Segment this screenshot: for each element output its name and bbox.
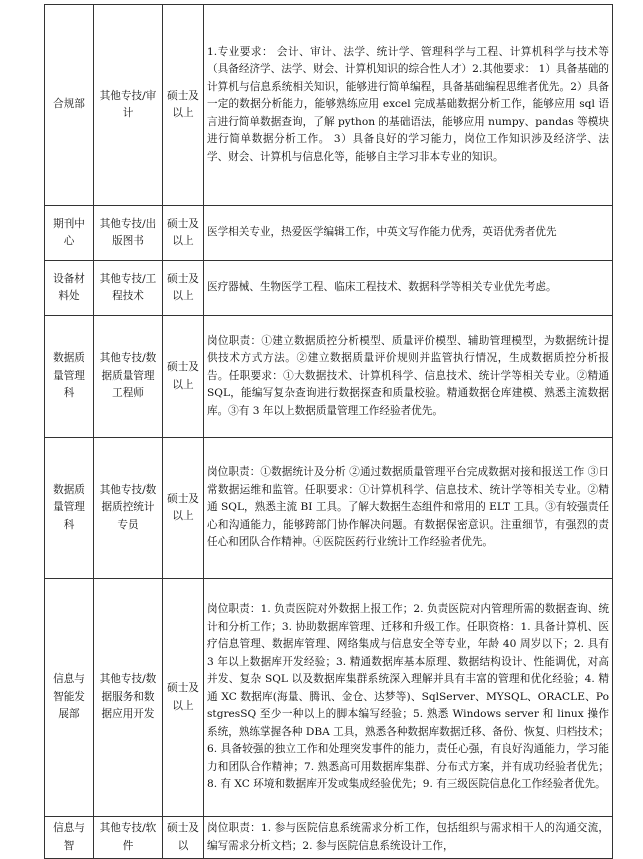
education-cell: 硕士及以上 [163, 316, 204, 438]
position-type-cell: 其他专技/数据质量管理工程师 [94, 316, 163, 438]
table-row [45, 5, 613, 206]
requirements-cell: 1.专业要求： 会计、审计、法学、统计学、管理科学与工程、计算机科学与技术等（具备经济学、法学、财会、计算机知识的综合性人才）2.其他要求： 1）具备基础的计算机与信息系统相关知识，能够进行简单编程，具备基础编程思维者优先。2）具备一定的数据分析能力，能够熟练应用 excel 完成基础数据分析工作，能够应用 sql 语言进行简单数据查询，了解 python 的基础语法，能够应用 numpy、pandas 等模块进行简单数据分析工作。 3）具备良好的学习能力，岗位工作知识涉及经济学、法学、财会、计算机与信息化等，能够自主学习非本专业的知识。 [204, 5, 613, 206]
table-row [45, 261, 613, 316]
education-cell: 硕士及以上 [163, 5, 204, 206]
requirements-cell: 岗位职责：①建立数据质控分析模型、质量评价模型、辅助管理模型，为数据统计提供技术方式方法。②建立数据质量评价规则并监管执行情况，生成数据质控分析报告。任职要求：①大数据技术、计算机科学、信息技术、统计学等相关专业。②精通 SQL，能编写复杂查询进行数据探查和质量校验。精通数据仓库建模、熟悉主流数据库。③有 3 年以上数据质量管理工作经验者优先。 [204, 316, 613, 438]
department-cell: 设备材料处 [45, 261, 94, 316]
requirements-cell: 岗位职责：1. 负责医院对外数据上报工作；2. 负责医院对内管理所需的数据查询、统计和分析工作；3. 协助数据库管理、迁移和升级工作。任职资格：1. 具备计算机、医疗信息管理、数据库管理、网络集成与信息安全等专业，年龄 40 周岁以下；2. 具有 3 年以上数据库开发经验；3. 精通数据库基本原理、数据结构设计、性能调优，对高并发、复杂 SQL 以及数据库集群系统深入理解并具有丰富的管理和优化经验；4. 精通 XC 数据库(海量、腾讯、金仓、达梦等)、SqlServer、MYSQL、ORACLE、PostgresSQ 至少一种以上的脚本编写经验；5. 熟悉 Windows server 和 linux 操作系统，熟练掌握各种 DBA 工具，熟悉各种数据库数据迁移、备份、恢复、归档技术；6. 具备较强的独立工作和处理突发事件的能力，责任心强，有良好沟通能力，学习能力和团队合作精神；7. 熟悉高可用数据库集群、分布式方案，并有成功经验者优先；8. 有 XC 环境和数据库开发或集成经验优先；9. 有三级医院信息化工作经验者优先。 [204, 579, 613, 817]
education-cell: 硕士及以上 [163, 206, 204, 261]
department-cell: 合规部 [45, 5, 94, 206]
position-type-cell: 其他专技/数据质控统计专员 [94, 438, 163, 579]
department-cell: 信息与智 [45, 817, 94, 859]
position-type-cell: 其他专技/出版图书 [94, 206, 163, 261]
education-cell: 硕士及以 [163, 817, 204, 859]
position-type-cell: 其他专技/数据服务和数据应用开发 [94, 579, 163, 817]
department-cell: 数据质量管理科 [45, 438, 94, 579]
recruitment-table [44, 4, 613, 859]
table-row [45, 817, 613, 859]
table-row [45, 438, 613, 579]
position-type-cell: 其他专技/软件 [94, 817, 163, 859]
education-cell: 硕士及以上 [163, 579, 204, 817]
department-cell: 信息与智能发展部 [45, 579, 94, 817]
position-type-cell: 其他专技/审计 [94, 5, 163, 206]
department-cell: 期刊中心 [45, 206, 94, 261]
table-row [45, 579, 613, 817]
education-cell: 硕士及以上 [163, 261, 204, 316]
requirements-cell: 医疗器械、生物医学工程、临床工程技术、数据科学等相关专业优先考虑。 [204, 261, 613, 316]
table-row [45, 316, 613, 438]
table-row [45, 206, 613, 261]
requirements-cell: 医学相关专业，热爱医学编辑工作，中英文写作能力优秀，英语优秀者优先 [204, 206, 613, 261]
position-type-cell: 其他专技/工程技术 [94, 261, 163, 316]
education-cell: 硕士及以上 [163, 438, 204, 579]
requirements-cell: 岗位职责：1. 参与医院信息系统需求分析工作，包括组织与需求相干人的沟通交流，编写需求分析文档；2. 参与医院信息系统设计工作， [204, 817, 613, 859]
department-cell: 数据质量管理科 [45, 316, 94, 438]
requirements-cell: 岗位职责：①数据统计及分析 ②通过数据质量管理平台完成数据对接和报送工作 ③日常数据运维和监管。任职要求：①计算机科学、信息技术、统计学等相关专业。②精通 SQL，熟悉主流 BI 工具。了解大数据生态组件和常用的 ELT 工具。③有较强责任心和沟通能力，能够跨部门协作解决问题。有数据保密意识。注重细节，有强烈的责任心和团队合作精神。④医院医药行业统计工作经验者优先。 [204, 438, 613, 579]
